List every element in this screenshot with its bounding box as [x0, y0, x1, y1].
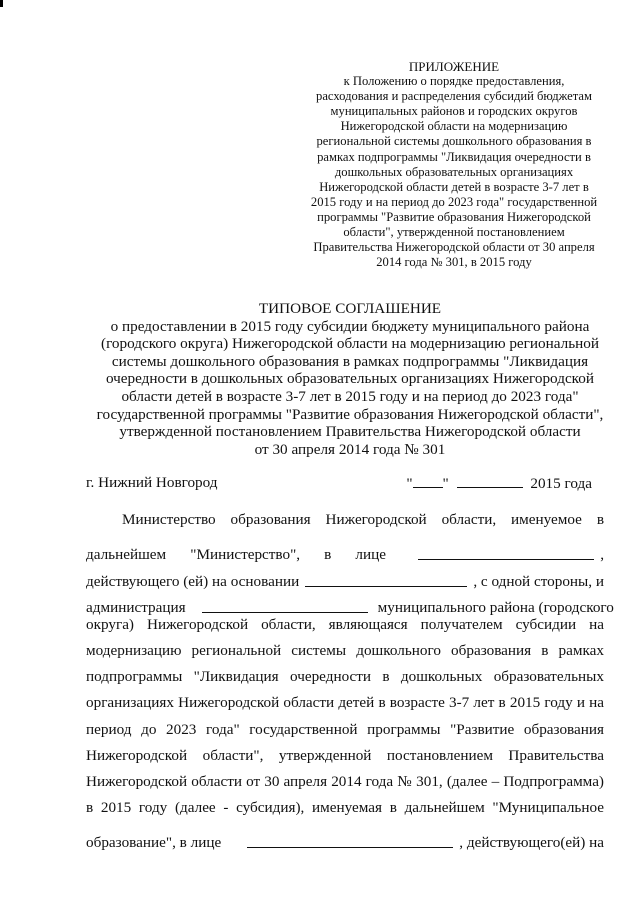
body-line: Министерство образования Нижегородской области, именуемое в	[122, 511, 604, 528]
place-date-row	[86, 474, 592, 494]
body-line-text: администрация	[86, 598, 186, 616]
body-line	[86, 537, 604, 563]
title-line: области детей в возрасте 3-7 лет в 2015 году и на период до 2023 года"	[121, 387, 579, 405]
body-line: подпрограммы "Ликвидация очередности в дошкольных образовательных	[86, 668, 604, 686]
date-year: 2015 года	[530, 475, 592, 492]
title-line: системы дошкольного образования в рамках подпрограммы "Ликвидация	[111, 352, 589, 370]
title-line: очередности в дошкольных образовательных организациях Нижегородской	[105, 370, 595, 388]
body-line	[86, 590, 614, 616]
municipal-representative-blank[interactable]	[247, 835, 453, 848]
body-line: организациях Нижегородской области детей в возрасте 3-7 лет в 2015 году и на	[86, 694, 604, 712]
body-line	[86, 825, 604, 851]
title-line: от 30 апреля 2014 года № 301	[254, 440, 446, 458]
body-line: модернизацию региональной системы дошкольного образования в рамках	[86, 641, 604, 659]
title-line: о предоставлении в 2015 году субсидии бюджету муниципального района	[110, 317, 590, 335]
month-blank[interactable]	[457, 474, 523, 488]
date-quote-close: "	[442, 475, 449, 492]
body-line: в 2015 году (далее - субсидия), именуемая в дальнейшем "Муниципальное	[86, 799, 604, 817]
appendix-line: дошкольных образовательных организациях	[334, 164, 574, 179]
appendix-line: Нижегородской области детей в возрасте 3-7 лет в	[319, 179, 589, 194]
scan-corner-mark	[0, 0, 3, 7]
body-line-text: ,	[600, 546, 604, 564]
appendix-line: Правительства Нижегородской области от 30 апреля	[313, 240, 595, 255]
body-line: Нижегородской области от 30 апреля 2014 года № 301, (далее – Подпрограмма)	[86, 772, 604, 790]
body-line: округа) Нижегородской области, являющаяся получателем субсидии на	[86, 615, 604, 633]
appendix-line: 2015 году и на период до 2023 года" государственной	[310, 194, 598, 209]
agreement-body	[86, 511, 614, 852]
appendix-line: 2014 года № 301, в 2015 году	[376, 255, 532, 270]
appendix-line: расходования и распределения субсидий бюджетам	[316, 89, 592, 104]
appendix-heading: ПРИЛОЖЕНИЕ	[408, 59, 500, 74]
appendix-line: региональной системы дошкольного образования в	[316, 134, 592, 149]
agreement-title: ТИПОВОЕ СОГЛАШЕНИЕ	[258, 300, 442, 317]
appendix-header	[286, 59, 622, 270]
day-blank[interactable]	[413, 474, 443, 488]
body-line-text: , действующего(ей) на	[459, 834, 604, 852]
date-field	[406, 474, 592, 493]
appendix-line: рамках подпрограммы "Ликвидация очередности в	[317, 149, 591, 164]
body-line-text: муниципального района (городского	[377, 598, 614, 616]
administration-blank[interactable]	[202, 600, 368, 613]
appendix-line: Нижегородской области на модернизацию	[340, 119, 568, 134]
appendix-line: к Положению о порядке предоставления,	[343, 74, 565, 89]
body-line-text: , с одной стороны, и	[473, 572, 604, 590]
title-line: государственной программы "Развитие образования Нижегородской области",	[96, 405, 604, 423]
appendix-line: муниципальных районов и городских округов	[330, 104, 578, 119]
body-line-text: образование", в лице	[86, 834, 222, 852]
place-name: г. Нижний Новгород	[86, 474, 218, 491]
body-line-text: дальнейшем "Министерство", в лице	[86, 546, 386, 564]
title-line: утвержденной постановлением Правительства Нижегородской области	[119, 423, 581, 441]
representative-blank[interactable]	[418, 547, 594, 560]
title-line: (городского округа) Нижегородской области на модернизацию региональной	[101, 335, 599, 353]
body-line-text: действующего (ей) на основании	[86, 572, 300, 590]
body-line: Нижегородской области", утвержденной постановлением Правительства	[86, 746, 604, 764]
body-line	[86, 563, 604, 589]
basis-blank[interactable]	[305, 574, 467, 587]
body-line: период до 2023 года" государственной программы "Развитие образования	[86, 720, 604, 738]
appendix-line: программы "Развитие образования Нижегородской	[317, 209, 591, 224]
appendix-line: области", утвержденной постановлением	[343, 225, 565, 240]
agreement-title-block	[60, 300, 640, 458]
date-quote-open: "	[406, 475, 413, 492]
